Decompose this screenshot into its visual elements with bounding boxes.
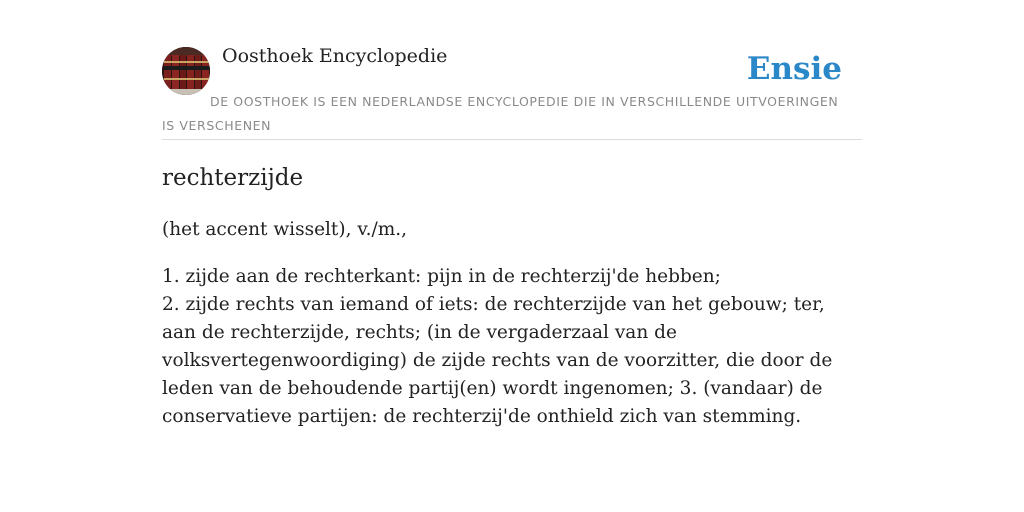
ensie-logo[interactable]: Ensie [746,51,842,87]
grammar-note: (het accent wisselt), v./m., [162,219,408,240]
divider [162,139,862,140]
definition-line: 2. zijde rechts van iemand of iets: de rechterzijde van het gebouw; ter, aan de rechterzijde, rechts; (in de vergaderzaal van de volksvertegenwoordiging) de zijde rechts van de voorzitter, die door de leden van de behoudende partij(en) wordt ingenomen; 3. (vandaar) de conservatieve partijen: de rechterzij'de onthield zich van stemming. [162,294,833,427]
encyclopedia-books-icon [162,47,210,95]
headword: rechterzijde [162,165,304,191]
entry-card [162,0,862,512]
definition-line: 1. zijde aan de rechterkant: pijn in de rechterzij'de hebben; [162,266,721,287]
source-description: DE OOSTHOEK IS EEN NEDERLANDSE ENCYCLOPEDIE DIE IN VERSCHILLENDE UITVOERINGEN IS VERSCHENEN [162,94,839,133]
definition [162,263,862,431]
source-title[interactable]: Oosthoek Encyclopedie [222,45,448,67]
